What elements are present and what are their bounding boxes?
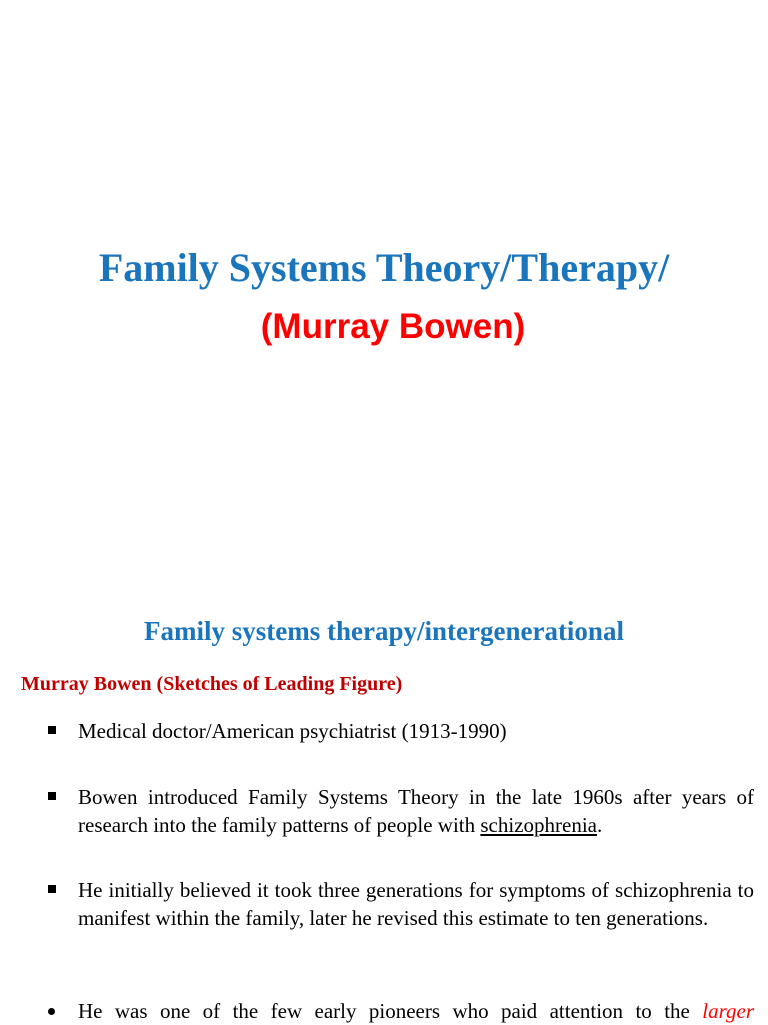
- slide-subtitle: (Murray Bowen): [260, 307, 526, 346]
- slide-title: Family Systems Theory/Therapy/: [98, 245, 670, 290]
- bullet-text: [78, 997, 754, 1025]
- bullet-text: Medical doctor/American psychiatrist (1913-1990): [78, 719, 507, 743]
- bullet-text: He initially believed it took three generations for symptoms of schizophrenia to manifest within the family, later he revised this estimate to ten generations.: [78, 878, 754, 930]
- bullet-text-part: Bowen introduced Family Systems Theory in the late 1960s after years of research into the family patterns of people with: [78, 785, 754, 837]
- round-bullet-icon: [48, 1008, 55, 1015]
- figure-heading: Murray Bowen (Sketches of Leading Figure): [21, 673, 403, 695]
- square-bullet-icon: [48, 726, 56, 734]
- section-heading: Family systems therapy/intergenerational: [144, 616, 624, 646]
- bullet-text-part: He was one of the few early pioneers who paid attention to the: [78, 999, 703, 1023]
- schizophrenia-link[interactable]: schizophrenia: [480, 813, 597, 837]
- emphasis-text: larger: [702, 999, 754, 1023]
- square-bullet-icon: [48, 885, 56, 893]
- bullet-text-part: .: [597, 813, 603, 837]
- bullet-text: [78, 783, 754, 839]
- square-bullet-icon: [48, 792, 56, 800]
